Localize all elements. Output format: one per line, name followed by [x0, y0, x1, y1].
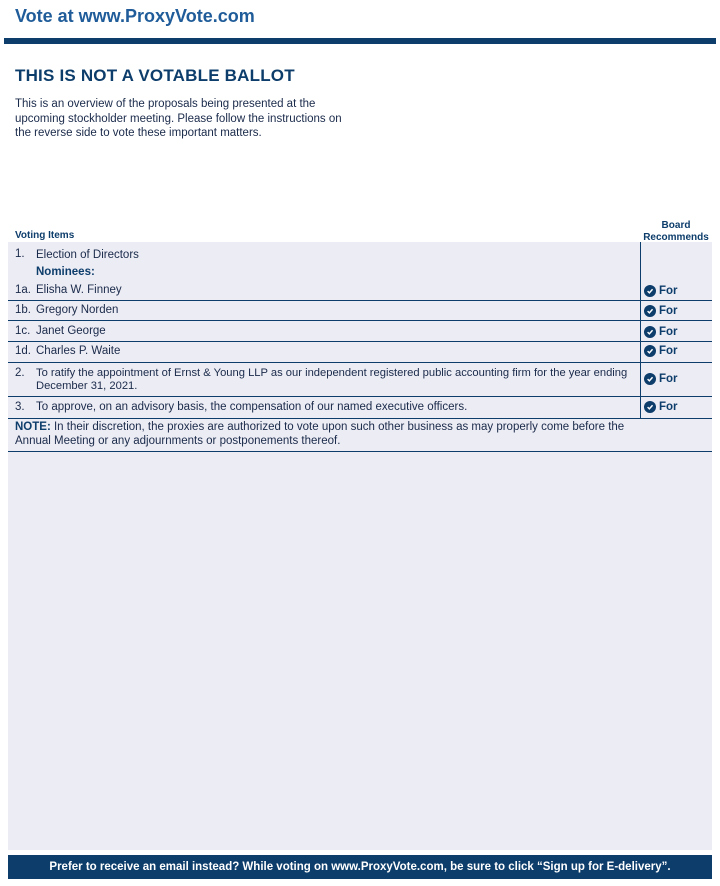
recommendation-label: For [659, 401, 678, 413]
board-recommendation [644, 373, 678, 385]
proposal-text [36, 367, 640, 392]
note-text: In their discretion, the proxies are authorized to vote upon such other business as may properly come before the Annual Meeting or any adjournments or postponements thereof. [15, 421, 625, 447]
check-circle-icon [644, 345, 656, 357]
item-number: 1b. [15, 304, 31, 316]
note [15, 421, 655, 448]
row-divider [8, 418, 712, 419]
board-recommends-line2: Recommends [643, 231, 709, 243]
nominee-name: Gregory Norden [36, 304, 119, 316]
nominee-name: Janet George [36, 325, 106, 337]
item-number: 2. [15, 367, 25, 379]
row-divider [8, 300, 712, 301]
note-label: NOTE: [15, 421, 51, 433]
row-divider [8, 396, 712, 397]
check-circle-icon [644, 326, 656, 338]
board-recommends-line1: Board [661, 220, 691, 231]
ballot-panel [8, 242, 712, 850]
item-number: 1a. [15, 284, 31, 296]
board-recommendation [644, 401, 678, 413]
intro-text: This is an overview of the proposals being presented at the upcoming stockholder meeting. Please follow the instructions on the reverse side to vote these important matters. [15, 98, 342, 139]
election-of-directors: Election of Directors [36, 249, 139, 261]
proposal-text-line1: To ratify the appointment of Ernst & Young LLP as our independent registered public accounting firm for the year ending [36, 367, 628, 379]
board-recommendation [644, 305, 678, 317]
recommendation-label: For [659, 326, 678, 338]
recommendation-label: For [659, 345, 678, 357]
column-divider [640, 242, 641, 419]
check-circle-icon [644, 305, 656, 317]
row-divider [8, 451, 712, 452]
row-divider [8, 341, 712, 342]
proposal-text-line2: December 31, 2021. [36, 379, 138, 392]
page-title: THIS IS NOT A VOTABLE BALLOT [15, 66, 295, 85]
item-number: 1c. [15, 325, 31, 337]
item-number: 3. [15, 401, 25, 413]
footer-banner: Prefer to receive an email instead? While voting on www.ProxyVote.com, be sure to click “Sign up for E-delivery”. [8, 855, 712, 879]
row-divider [8, 362, 712, 363]
nominees-label: Nominees: [36, 266, 95, 278]
item-number: 1d. [15, 345, 31, 357]
board-recommends-header [640, 220, 712, 243]
nominee-name: Elisha W. Finney [36, 284, 122, 296]
recommendation-label: For [659, 373, 678, 385]
board-recommendation [644, 285, 678, 297]
board-recommendation [644, 345, 678, 357]
recommendation-label: For [659, 305, 678, 317]
check-circle-icon [644, 373, 656, 385]
site-header: Vote at www.ProxyVote.com [15, 6, 255, 26]
row-divider [8, 320, 712, 321]
recommendation-label: For [659, 285, 678, 297]
proposal-text: To approve, on an advisory basis, the compensation of our named executive officers. [36, 401, 468, 413]
voting-items-header: Voting Items [15, 230, 75, 241]
header-rule [4, 38, 716, 44]
check-circle-icon [644, 401, 656, 413]
board-recommendation [644, 326, 678, 338]
nominee-name: Charles P. Waite [36, 345, 121, 357]
check-circle-icon [644, 285, 656, 297]
item-number: 1. [15, 248, 25, 260]
